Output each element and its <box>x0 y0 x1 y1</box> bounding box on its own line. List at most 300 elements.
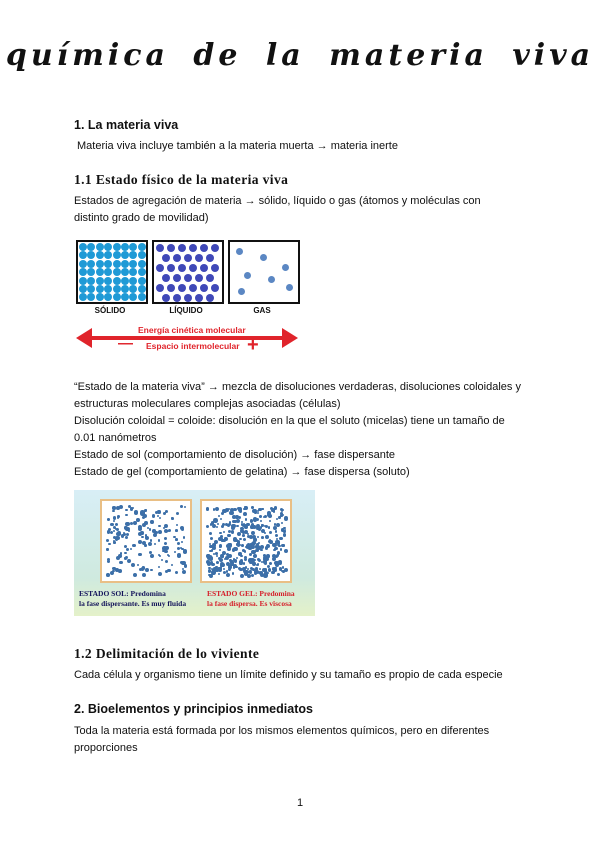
solid-particle <box>129 293 137 301</box>
page-number: 1 <box>296 797 304 809</box>
liquid-particle <box>178 264 186 272</box>
gel-particle <box>229 559 232 562</box>
gel-particle <box>219 549 221 551</box>
gel-particle <box>210 537 214 541</box>
sol-particle <box>115 523 118 526</box>
gel-particle <box>239 568 243 572</box>
sol-particle <box>130 548 132 550</box>
sol-particle <box>125 527 129 531</box>
sol-particle <box>120 552 123 555</box>
liquid-particle <box>195 274 203 282</box>
sol-particle <box>106 548 108 550</box>
gas-particle <box>260 254 267 261</box>
solid-particle <box>87 277 95 285</box>
gel-particle <box>277 573 281 577</box>
liquid-particle <box>156 244 164 252</box>
solid-particle <box>104 293 112 301</box>
gas-particle <box>238 288 245 295</box>
solid-particle <box>87 268 95 276</box>
gel-particle <box>226 562 230 566</box>
sol-particle <box>106 539 109 542</box>
sol-particle <box>137 564 139 566</box>
gel-particle <box>261 536 264 539</box>
solid-particle <box>129 243 137 251</box>
gel-state-panel <box>200 499 292 583</box>
sol-particle <box>107 560 110 563</box>
section-text-delimitacion: Cada célula y organismo tiene un límite definido y su tamaño es propio de cada especie <box>74 669 503 681</box>
solid-particle <box>79 251 87 259</box>
sol-particle <box>148 542 152 546</box>
gel-particle <box>233 508 236 511</box>
sol-particle <box>149 551 152 554</box>
solid-particle <box>113 260 121 268</box>
sol-particle <box>150 520 153 523</box>
solid-particle <box>104 260 112 268</box>
liquid-particle <box>162 254 170 262</box>
gel-particle <box>212 543 216 547</box>
gel-particle <box>228 530 231 533</box>
sol-particle <box>113 541 116 544</box>
sol-particle <box>158 566 161 569</box>
sol-particle <box>113 530 115 532</box>
arrow-top-label: Energía cinética molecular <box>138 325 246 335</box>
sol-particle <box>150 569 152 571</box>
solid-particle <box>113 243 121 251</box>
paragraph-estado-sol: Estado de sol (comportamiento de disolución) → fase dispersante <box>74 449 396 461</box>
gel-particle <box>208 574 210 576</box>
gel-particle <box>278 516 281 519</box>
gel-particle <box>220 535 223 538</box>
solid-particle <box>96 285 104 293</box>
solid-particle <box>104 277 112 285</box>
solid-particle <box>96 293 104 301</box>
section-text-estado-fisico: Estados de agregación de materia → sólido, líquido o gas (átomos y moléculas con distinto grado de movilidad) <box>74 195 481 224</box>
gel-particle <box>267 511 271 515</box>
sol-particle <box>130 522 133 525</box>
solid-particle <box>129 268 137 276</box>
gel-particle <box>232 520 235 523</box>
gel-particle <box>206 508 209 511</box>
gel-particle <box>219 532 221 534</box>
sol-particle <box>126 548 129 551</box>
sol-particle <box>168 529 171 532</box>
sol-particle <box>171 517 174 520</box>
section-heading-materia-viva: 1. La materia viva <box>74 118 179 132</box>
gel-particle <box>253 517 257 521</box>
gel-particle <box>263 554 266 557</box>
gel-particle <box>236 519 240 523</box>
gel-particle <box>222 523 225 526</box>
gel-particle <box>247 523 250 526</box>
gel-particle <box>282 544 285 547</box>
gel-particle <box>211 563 215 567</box>
solid-particle <box>104 285 112 293</box>
solid-particle <box>87 243 95 251</box>
liquid-particle <box>184 254 192 262</box>
paragraph-estado-gel: Estado de gel (comportamiento de gelatina) → fase dispersa (soluto) <box>74 466 410 478</box>
liquid-particle <box>184 294 192 302</box>
sol-particle <box>125 509 128 512</box>
section-heading-bioelementos: 2. Bioelementos y principios inmediatos <box>74 702 313 716</box>
gel-particle <box>268 527 270 529</box>
sol-particle <box>175 529 178 532</box>
solid-label: SÓLIDO <box>94 306 126 315</box>
sol-particle <box>173 536 175 538</box>
sol-particle <box>112 510 114 512</box>
gel-particle <box>227 547 231 551</box>
gel-particle <box>278 545 280 547</box>
gel-particle <box>284 529 286 531</box>
page-title: química de la materia viva <box>5 38 595 73</box>
sol-particle <box>177 542 180 545</box>
sol-particle <box>164 542 167 545</box>
solid-particle <box>113 293 121 301</box>
sol-particle <box>134 510 138 514</box>
gel-particle <box>274 523 276 525</box>
gel-particle <box>242 534 245 537</box>
sol-particle <box>164 537 167 540</box>
sol-particle <box>181 541 183 543</box>
liquid-particle <box>200 264 208 272</box>
gel-particle <box>209 550 211 552</box>
gel-particle <box>222 555 224 557</box>
sol-particle <box>132 507 134 509</box>
gel-particle <box>240 527 243 530</box>
liquid-particle <box>200 244 208 252</box>
section-heading-estado-fisico: 1.1 Estado físico de la materia viva <box>74 172 289 187</box>
arrow-bottom-label: Espacio intermolecular <box>146 341 240 351</box>
sol-particle <box>182 568 185 571</box>
gel-particle <box>238 507 242 511</box>
solid-state-box <box>76 240 148 304</box>
gel-particle <box>237 532 241 536</box>
solid-particle <box>79 268 87 276</box>
solid-particle <box>113 268 121 276</box>
gel-particle <box>223 571 226 574</box>
paragraph-estado-materia-viva: “Estado de la materia viva” → mezcla de disoluciones verdaderas, disoluciones coloidales y estructuras moleculares complejas asociadas (células) <box>74 381 521 410</box>
sol-particle <box>158 530 162 534</box>
gel-particle <box>242 549 245 552</box>
sol-particle <box>163 512 166 515</box>
gel-particle <box>252 509 256 513</box>
paragraph-disolucion-coloidal: Disolución coloidal = coloide: disolución en la que el soluto (micelas) tiene un tamaño de 0.01 nanómetros <box>74 415 505 444</box>
solid-particle <box>79 277 87 285</box>
liquid-label: LÍQUIDO <box>169 306 203 315</box>
sol-particle <box>142 566 144 568</box>
gel-particle <box>268 568 271 571</box>
gel-particle <box>275 555 278 558</box>
solid-particle <box>104 251 112 259</box>
sol-particle <box>110 523 113 526</box>
gel-particle <box>219 544 223 548</box>
gas-particle <box>286 284 293 291</box>
sol-particle <box>138 553 142 557</box>
gel-particle <box>247 574 251 578</box>
gel-particle <box>215 507 219 511</box>
solid-particle <box>121 293 129 301</box>
liquid-particle <box>195 294 203 302</box>
gel-particle <box>283 533 286 536</box>
gel-particle <box>263 560 267 564</box>
sol-particle <box>133 573 137 577</box>
sol-particle <box>127 559 131 563</box>
sol-particle <box>145 568 149 572</box>
sol-particle <box>125 522 129 526</box>
gel-particle <box>282 570 285 573</box>
solid-particle <box>87 251 95 259</box>
gel-particle <box>257 536 259 538</box>
sol-particle <box>152 529 156 533</box>
solid-particle <box>138 268 146 276</box>
liquid-particle <box>173 274 181 282</box>
liquid-particle <box>162 294 170 302</box>
solid-particle <box>79 285 87 293</box>
gel-particle <box>231 524 235 528</box>
liquid-particle <box>189 264 197 272</box>
gel-particle <box>233 547 237 551</box>
gas-particle <box>244 272 251 279</box>
sol-particle <box>149 528 151 530</box>
sol-particle <box>175 571 178 574</box>
sol-particle <box>131 563 135 567</box>
sol-particle <box>117 515 120 518</box>
liquid-particle <box>189 284 197 292</box>
sol-particle <box>132 544 135 547</box>
sol-state-panel <box>100 499 192 583</box>
solid-particle <box>96 251 104 259</box>
solid-particle <box>79 293 87 301</box>
sol-particle <box>125 536 128 539</box>
sol-gel-figure <box>74 490 315 616</box>
gel-particle <box>215 568 218 571</box>
solid-particle <box>121 260 129 268</box>
gel-particle <box>272 567 276 571</box>
sol-particle <box>174 551 176 553</box>
sol-caption-line2: la fase dispersante. Es muy fluida <box>79 599 187 608</box>
liquid-particle <box>173 294 181 302</box>
gel-particle <box>284 549 288 553</box>
gel-particle <box>279 537 283 541</box>
gel-particle <box>250 558 254 562</box>
sol-particle <box>139 568 142 571</box>
gel-particle <box>275 534 278 537</box>
sol-particle <box>133 521 137 525</box>
solid-particle <box>138 251 146 259</box>
sol-particle <box>152 514 156 518</box>
liquid-particle <box>206 294 214 302</box>
gel-particle <box>281 522 283 524</box>
gel-caption-line2: la fase dispersa. Es viscosa <box>207 599 292 608</box>
gel-particle <box>213 518 217 522</box>
sol-particle <box>175 538 178 541</box>
sol-particle <box>165 546 169 550</box>
solid-particle <box>87 285 95 293</box>
gas-particle <box>236 248 243 255</box>
solid-particle <box>96 268 104 276</box>
gel-particle <box>218 515 220 517</box>
gel-particle <box>269 562 272 565</box>
sol-particle <box>171 564 173 566</box>
solid-particle <box>96 260 104 268</box>
liquid-particle <box>195 254 203 262</box>
gel-particle <box>273 526 277 530</box>
gel-particle <box>227 534 231 538</box>
gel-particle <box>219 538 221 540</box>
gel-particle <box>228 568 231 571</box>
section-heading-delimitacion: 1.2 Delimitación de lo viviente <box>74 646 260 661</box>
sol-particle <box>140 510 144 514</box>
sol-particle <box>165 560 168 563</box>
sol-particle <box>177 553 181 557</box>
gel-particle <box>251 574 254 577</box>
liquid-particle <box>167 264 175 272</box>
gel-particle <box>275 530 278 533</box>
gel-particle <box>274 547 278 551</box>
sol-particle <box>158 572 162 576</box>
liquid-particle <box>200 284 208 292</box>
liquid-particle <box>184 274 192 282</box>
gel-particle <box>243 562 246 565</box>
gel-particle <box>223 531 225 533</box>
gel-particle <box>280 548 283 551</box>
gel-particle <box>267 555 270 558</box>
gel-particle <box>220 566 222 568</box>
gel-particle <box>257 512 259 514</box>
gel-particle <box>266 544 270 548</box>
gel-particle <box>271 571 274 574</box>
gel-particle <box>264 571 268 575</box>
gel-particle <box>223 568 225 570</box>
liquid-particle <box>178 244 186 252</box>
gas-particle <box>268 276 275 283</box>
gel-particle <box>242 531 245 534</box>
liquid-particle <box>162 274 170 282</box>
gas-state-box <box>228 240 300 304</box>
gel-particle <box>262 508 265 511</box>
sol-particle <box>136 518 140 522</box>
gel-particle <box>215 552 218 555</box>
plus-sign: + <box>247 334 259 356</box>
sol-particle <box>176 512 179 515</box>
sol-particle <box>184 506 186 508</box>
sol-particle <box>165 570 168 573</box>
sol-particle <box>158 525 160 527</box>
solid-particle <box>79 243 87 251</box>
solid-particle <box>121 285 129 293</box>
solid-particle <box>96 277 104 285</box>
section-text-bioelementos: Toda la materia está formada por los mismos elementos químicos, pero en diferentes proporciones <box>74 725 490 754</box>
sol-particle <box>124 552 126 554</box>
liquid-particle <box>211 244 219 252</box>
sol-particle <box>182 570 186 574</box>
liquid-particle <box>206 274 214 282</box>
gel-particle <box>236 525 239 528</box>
solid-particle <box>138 285 146 293</box>
gel-particle <box>275 569 277 571</box>
gel-particle <box>209 532 212 535</box>
sol-particle <box>106 573 110 577</box>
sol-particle <box>183 536 186 539</box>
gel-particle <box>225 523 228 526</box>
solid-particle <box>79 260 87 268</box>
minus-sign: — <box>118 335 133 352</box>
gel-particle <box>260 520 262 522</box>
gel-particle <box>276 518 278 520</box>
sol-particle <box>142 573 146 577</box>
sol-particle <box>138 527 142 531</box>
sol-particle <box>150 554 154 558</box>
gel-particle <box>220 518 222 520</box>
gel-particle <box>244 506 246 508</box>
solid-particle <box>129 260 137 268</box>
gas-label: GAS <box>253 306 271 315</box>
sol-particle <box>118 569 122 573</box>
solid-particle <box>104 243 112 251</box>
gel-particle <box>221 512 224 515</box>
solid-particle <box>113 251 121 259</box>
gel-particle <box>284 516 288 520</box>
sol-particle <box>159 517 162 520</box>
sol-particle <box>176 524 178 526</box>
liquid-state-box <box>152 240 224 304</box>
solid-particle <box>138 243 146 251</box>
sol-particle <box>116 506 120 510</box>
gel-particle <box>255 545 257 547</box>
solid-particle <box>113 285 121 293</box>
sol-particle <box>125 514 128 517</box>
gel-particle <box>275 540 279 544</box>
sol-particle <box>116 556 120 560</box>
gel-particle <box>267 565 270 568</box>
gel-particle <box>228 508 230 510</box>
gel-particle <box>240 574 244 578</box>
solid-particle <box>129 251 137 259</box>
sol-particle <box>165 510 168 513</box>
energy-arrow <box>76 318 298 358</box>
solid-particle <box>121 251 129 259</box>
liquid-particle <box>156 284 164 292</box>
gel-particle <box>232 572 234 574</box>
sol-particle <box>126 533 129 536</box>
liquid-particle <box>211 264 219 272</box>
solid-particle <box>87 293 95 301</box>
solid-particle <box>87 260 95 268</box>
gel-particle <box>224 537 228 541</box>
gel-particle <box>269 520 271 522</box>
gel-particle <box>212 524 216 528</box>
solid-particle <box>138 293 146 301</box>
solid-particle <box>138 260 146 268</box>
sol-particle <box>180 526 184 530</box>
gel-particle <box>259 515 262 518</box>
solid-particle <box>138 277 146 285</box>
liquid-particle <box>156 264 164 272</box>
liquid-particle <box>178 284 186 292</box>
sol-particle <box>142 516 145 519</box>
gel-particle <box>233 564 237 568</box>
gel-particle <box>238 552 241 555</box>
sol-particle <box>119 561 122 564</box>
gel-particle <box>275 562 279 566</box>
solid-particle <box>121 277 129 285</box>
sol-particle <box>155 511 158 514</box>
gel-particle <box>226 573 230 577</box>
sol-particle <box>181 561 185 565</box>
gel-caption-line1: ESTADO GEL: Predomina <box>207 589 295 598</box>
sol-particle <box>157 510 160 513</box>
sol-particle <box>142 523 146 527</box>
gel-particle <box>231 530 234 533</box>
